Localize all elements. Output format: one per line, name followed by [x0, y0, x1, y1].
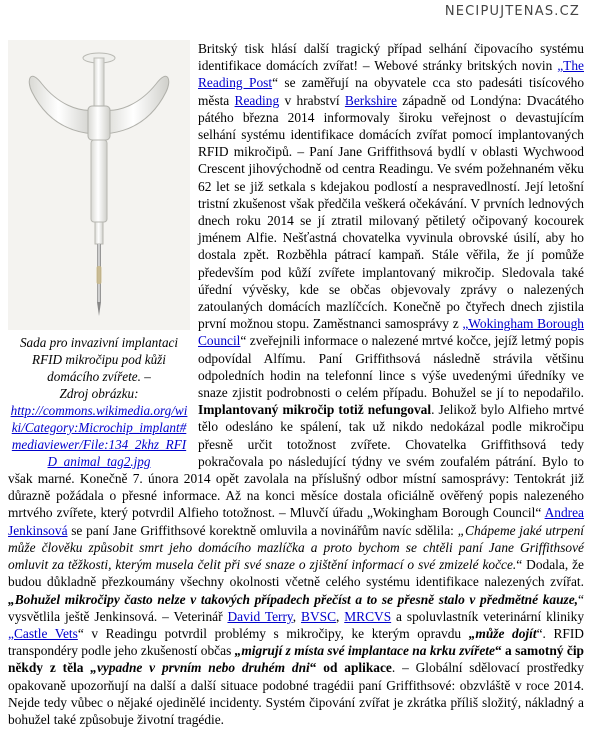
text-s11: ,	[336, 608, 345, 624]
caption-source-link[interactable]: http://commons.wikimedia.org/wiki/Category:Microchip_implant#mediaviewer/File:134_2khz_RFID_animal_tag2.jpg	[10, 403, 188, 469]
bold-from-application: “ od aplikace	[309, 660, 392, 676]
text-s07: se paní Jane Griffithsové korektně omluvila a novinářům navíc sdělila:	[67, 522, 458, 538]
link-wokingham-council[interactable]: „Wokingham Borough Council	[198, 316, 585, 349]
text-s09: “ vysvětlila ještě Jenkinsová. – Veterinář	[8, 591, 584, 624]
link-bvsc[interactable]: BVSC	[301, 608, 336, 624]
quote-apology: „Chápeme jaké utrpení může člověku způsobit smrt jeho domácího mazlíčka a proto bychom se chtěli paní Jane Griffithsové omluvit za těžkosti, kterým musela čelit při své snaze o zjištění informací o své zmizelé kočce.	[8, 522, 584, 573]
text-s02: “ se zaměřují na obyvatele cca sto padesáti tisícového města	[198, 75, 585, 108]
article-body	[8, 40, 584, 728]
caption-line-2: Zdroj obrázku:	[59, 386, 139, 401]
text-s04: západně od Londýna: Dvacátého pátého března 2014 informovaly široku veřejnost o devastujícím selhání systému identifikace domácích zvířat pomocí implantovaných RFID mikročipů. – Paní Jane Griffithsová bydlí v oblasti Wychwood Crescent jihovýchodně od centra Readingu. Ve svém požehnaném věku 62 let se již setkala s kdejakou podlostí a nespravedlností. Její letošní tristní zkušenost však předčila veškerá očekávání. V prvních lednových dnech roku 2014 se jí ztratil milovaný pětiletý očipovaný kocourek jménem Alfie. Nešťastná chovatelka vyvinula obrovské úsilí, aby ho dostala zpět. Rozběhla pátrací kampaň. Stále věřila, že jí pomůže především pod kůží zvířete implantovaný mikročip. Sledovala také úřední vývěsky, kde se občas objevovaly zprávy o nalezených zatoulaných domácích mazlíčcích. Konečně po čtyřech dnech zjistila první možnou stopu. Zaměstnanci samosprávy z	[198, 92, 584, 332]
text-s13: “ v Readingu potvrdil problémy s mikročipy, ke kterým opravdu	[77, 625, 469, 641]
link-david-terry[interactable]: David Terry	[227, 608, 293, 624]
text-s10: ,	[292, 608, 302, 624]
text-s01: Britský tisk hlásí další tragický případ selhání čipovacího systému identifikace domácích zvířat! – Webové stránky britských novin	[198, 41, 584, 74]
text-s03: v hrabství	[279, 92, 345, 108]
caption-line-1: Sada pro invazivní implantaci RFID mikročipu pod kůži domácího zvířete. –	[19, 335, 179, 384]
bold-chip-body: “ a samotný čip někdy z těla	[8, 643, 584, 676]
link-andrea-jenkinsova[interactable]: Andrea Jenkinsová	[8, 505, 584, 538]
quote-chips-unreadable: „Bohužel mikročipy často nelze v takových případech přečíst a to se přesně stalo v předmětné kauze,	[8, 591, 579, 607]
bold-chip-failed: Implantovaný mikročip totiž nefungoval	[198, 402, 432, 418]
text-s14: “. RFID transpondéry podle jeho zkušeností občas	[8, 625, 584, 659]
figure	[8, 40, 190, 470]
link-castle-vets[interactable]: „Castle Vets	[8, 625, 78, 641]
rfid-implant-image	[8, 40, 190, 330]
figure-caption	[8, 330, 190, 470]
text-s08: “ Dodala, že budou důkladně přezkoumány všechny okolnosti včetně celého systému identifikace nalezených zvířat.	[8, 557, 585, 590]
site-name: NECIPUJTENAS.CZ	[444, 4, 580, 19]
quote-can-happen: „může dojít	[468, 625, 537, 641]
text-s06: . Jelikož bylo Alfieho mrtvé tělo odesláno ke spálení, tak už nikdo nedokázal podle mikročipu přesně určit totožnost zvířete. Chovatelka Griffithsová tedy pokračovala po následující týdny ve svém zoufalém pátrání. Bylo to však marné. Konečně 7. února 2014 opět zavolala na příslušný odbor místní samosprávy: Tentokrát již důrazně požádala o přesné informace. Až na konci měsíce dostala oficiálně ověřený popis nalezeného mrtvého zvířete, který potvrdil Alfieho totožnost. – Mluvčí úřadu „Wokingham Borough Council“	[8, 402, 584, 521]
quote-falls-out: „vypadne v prvním nebo druhém dni	[90, 660, 310, 676]
quote-migrate: „migrují z místa své implantace na krku zvířete	[234, 643, 495, 659]
text-s15: . – Globální sdělovací prostředky opakovaně upozorňují na další a další situace podobné tragédii paní Griffithsové: obzvláště v roce 2014. Nejde tedy vůbec o nějaké ojedinělé incidenty. Systém čipování zvířat je zkrátka příliš složitý, nákladný a bohužel také způsobuje životní tragédie.	[8, 660, 584, 727]
link-mrcvs[interactable]: MRCVS	[344, 608, 392, 624]
text-s12: a spoluvlastník veterinární kliniky	[391, 608, 585, 624]
link-berkshire[interactable]: Berkshire	[344, 92, 397, 108]
text-s05: “ zveřejnili informace o nalezené mrtvé kočce, jejíž letmý popis odpovídal Alfímu. Paní Griffithsová následně strávila většinu odpoledních hodin na telefonní lince s výše uvedenými úředníky ve snaze zjistit podrobnosti o celém případu. Bohužel se jí to nepodařilo.	[198, 333, 584, 401]
link-reading[interactable]: Reading	[234, 92, 280, 108]
link-reading-post[interactable]: „The Reading Post	[198, 58, 584, 91]
